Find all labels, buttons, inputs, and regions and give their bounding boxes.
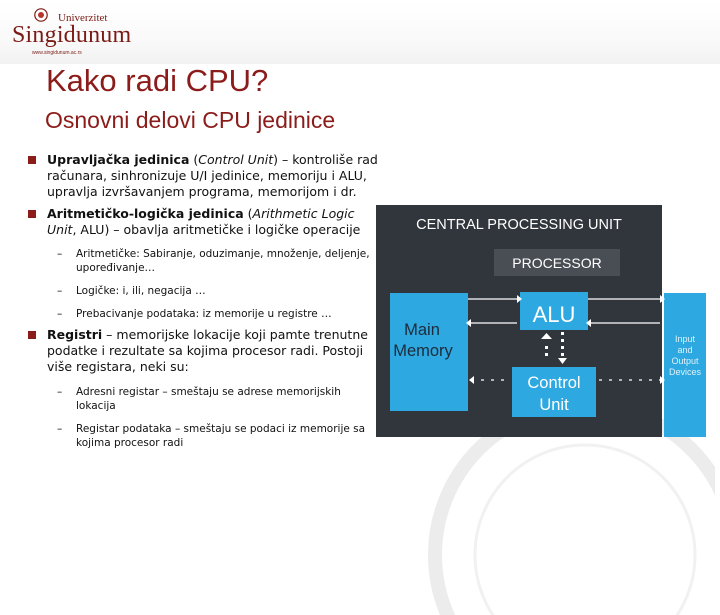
bullet-term: Upravljačka jedinica [47, 152, 190, 167]
crest-icon [34, 8, 48, 22]
cpu-diagram [376, 205, 706, 437]
io-devices-label: Input [674, 334, 696, 344]
alu-label: ALU [532, 302, 576, 327]
bullet-marker [28, 331, 36, 339]
slide-title: Kako radi CPU? [46, 63, 269, 98]
bullet-control-unit [28, 152, 378, 201]
sub-bullet-address-register: – Adresni registar – smeštaju se adrese memorijskih lokacija [57, 385, 341, 412]
bullet-term-english: Arithmetic Logic Unit [47, 205, 355, 237]
bullet-term-english: Control Unit [198, 152, 274, 167]
bullet-list [28, 152, 378, 450]
bullet-registers [28, 327, 378, 376]
main-memory-label: Memory [393, 342, 453, 360]
main-memory-label: Main [404, 321, 440, 339]
sub-bullet-logic: – Logičke: i, ili, negacija … [57, 285, 206, 298]
bullet-alu [28, 206, 378, 238]
bullet-text: – memorijske lokacije koji pamte trenutne podatke i rezultate sa kojima procesor radi. Postoji više registara, neki su: [47, 327, 368, 375]
control-unit-label: Control [527, 374, 581, 392]
io-devices-label: and [677, 345, 693, 355]
processor-label: PROCESSOR [512, 255, 602, 271]
sub-bullet-data-register: – Registar podataka – smeštaju se podaci iz memorije sa kojima procesor radi [57, 422, 366, 449]
io-devices-label: Devices [668, 367, 702, 377]
logo-name-text: Singidunum [12, 22, 132, 48]
slide-subtitle: Osnovni delovi CPU jedinice [45, 107, 336, 133]
io-devices-label: Output [671, 356, 699, 366]
logo-url-text: www.singidunum.ac.rs [32, 50, 82, 56]
header-bar [0, 0, 720, 64]
university-logo [8, 8, 132, 58]
cpu-label: CENTRAL PROCESSING UNIT [416, 217, 622, 233]
bullet-text: ( [243, 205, 253, 221]
logo-university-text: Univerzitet [58, 12, 108, 24]
control-unit-label: Unit [539, 396, 569, 414]
bullet-term: Aritmetičko-logička jedinica [47, 205, 244, 221]
sub-bullet-transfer: – Prebacivanje podataka: iz memorije u registre … [57, 308, 332, 321]
sub-bullet-text: Aritmetičke: Sabiranje, oduzimanje, množenje, deljenje, upoređivanje… [76, 248, 370, 275]
sub-bullet-text: Prebacivanje podataka: iz memorije u registre … [76, 308, 332, 321]
bullet-marker [28, 210, 36, 218]
sub-bullet-text: Logičke: i, ili, negacija … [76, 285, 206, 298]
bullet-term: Registri [47, 327, 103, 343]
sub-bullet-text: Registar podataka – smeštaju se podaci iz memorije sa kojima procesor radi [76, 422, 366, 449]
bullet-text: ( [189, 152, 199, 167]
bullet-marker [28, 156, 36, 164]
sub-bullet-arithmetic: – Aritmetičke: Sabiranje, oduzimanje, množenje, deljenje, upoređivanje… [57, 248, 370, 275]
bullet-text: ) – kontroliše rad računara, sinhronizuje U/I jedinice, memoriju i ALU, upravlja izvršavanjem programa, memorijom i dr. [47, 152, 378, 200]
sub-bullet-text: Adresni registar – smeštaju se adrese memorijskih lokacija [76, 385, 341, 412]
bullet-text: , ALU) – obavlja aritmetičke i logičke operacije [72, 221, 361, 237]
